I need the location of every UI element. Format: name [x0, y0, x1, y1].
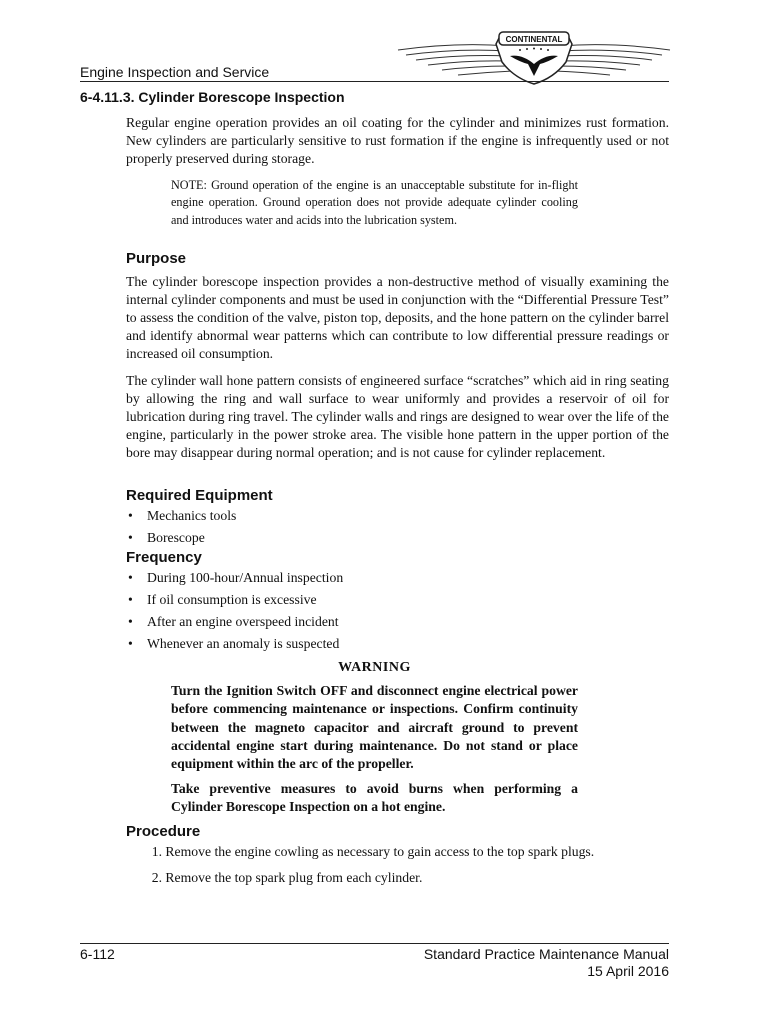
procedure-step: [126, 869, 594, 895]
manual-title: Standard Practice Maintenance Manual: [423, 946, 669, 962]
list-item: • If oil consumption is excessive: [126, 591, 343, 613]
list-item: • Whenever an anomaly is suspected: [126, 635, 343, 657]
note-paragraph: NOTE: Ground operation of the engine is an unacceptable substitute for in-flight engine operation. Ground operation does not provide adequate cylinder cooling and introduces water and acids into the lubrication system.: [171, 178, 578, 227]
frequency-heading: Frequency: [126, 549, 202, 566]
step-number: 2.: [151, 870, 162, 885]
section-heading: 6-4.11.3. Cylinder Borescope Inspection: [80, 89, 345, 105]
purpose-paragraph: The cylinder borescope inspection provides a non-destructive method of visually examining the internal cylinder components and must be used in conjunction with the “Differential Pressure Test” to assess the condition of the valve, piston top, deposits, and the hone pattern on the cylinder barrel and identify abnormal wear patterns which can contribute to low differential pressure readings or increased oil consumption.: [126, 274, 669, 361]
step-text: Remove the engine cowling as necessary to gain access to the top spark plugs.: [165, 844, 595, 859]
step-text: Remove the top spark plug from each cylinder.: [165, 870, 423, 885]
purpose-heading: Purpose: [126, 250, 187, 267]
header-divider: [80, 81, 669, 82]
hone-pattern-paragraph: The cylinder wall hone pattern consists of engineered surface “scratches” which aid in ring seating by allowing the ring and wall surface to wear uniformly and provides a reservoir of oil for lubrication during ring travel. The cylinder walls and rings are designed to wear over the life of the engine, particularly in the power stroke area. The visible hone pattern in the upper portion of the bore may disappear during normal operation; and is not cause for cylinder replacement.: [126, 373, 669, 460]
footer-divider: [80, 943, 669, 944]
continental-logo: [396, 20, 672, 86]
step-number: 1.: [151, 844, 162, 859]
required-equipment-heading: Required Equipment: [126, 487, 273, 504]
manual-date: 15 April 2016: [587, 963, 669, 979]
warning-paragraph: Turn the Ignition Switch OFF and disconnect engine electrical power before commencing maintenance or inspections. Confirm continuity between the magneto capacitor and aircraft ground to prevent accidental engine start during maintenance. Do not stand or place equipment within the arc of the propeller.: [171, 683, 578, 772]
intro-paragraph: Regular engine operation provides an oil coating for the cylinder and minimizes rust formation. New cylinders are particularly sensitive to rust formation if the engine is infrequently used or not properly preserved during storage.: [126, 115, 669, 166]
warning-title: WARNING: [338, 660, 411, 675]
equipment-list: [126, 507, 236, 551]
list-item: • Borescope: [126, 529, 236, 551]
page-number: 6-112: [80, 946, 115, 962]
list-item: • Mechanics tools: [126, 507, 236, 529]
procedure-heading: Procedure: [126, 823, 201, 840]
warning-paragraph-burns: Take preventive measures to avoid burns when performing a Cylinder Borescope Inspection on a hot engine.: [171, 781, 578, 815]
winged-logo-icon: [396, 20, 672, 86]
list-item: • After an engine overspeed incident: [126, 613, 343, 635]
frequency-list: [126, 569, 343, 657]
procedure-steps: [126, 843, 594, 895]
logo-text: CONTINENTAL: [505, 35, 563, 44]
procedure-step: [126, 843, 594, 869]
list-item: • During 100-hour/Annual inspection: [126, 569, 343, 591]
header-title: Engine Inspection and Service: [80, 64, 270, 80]
